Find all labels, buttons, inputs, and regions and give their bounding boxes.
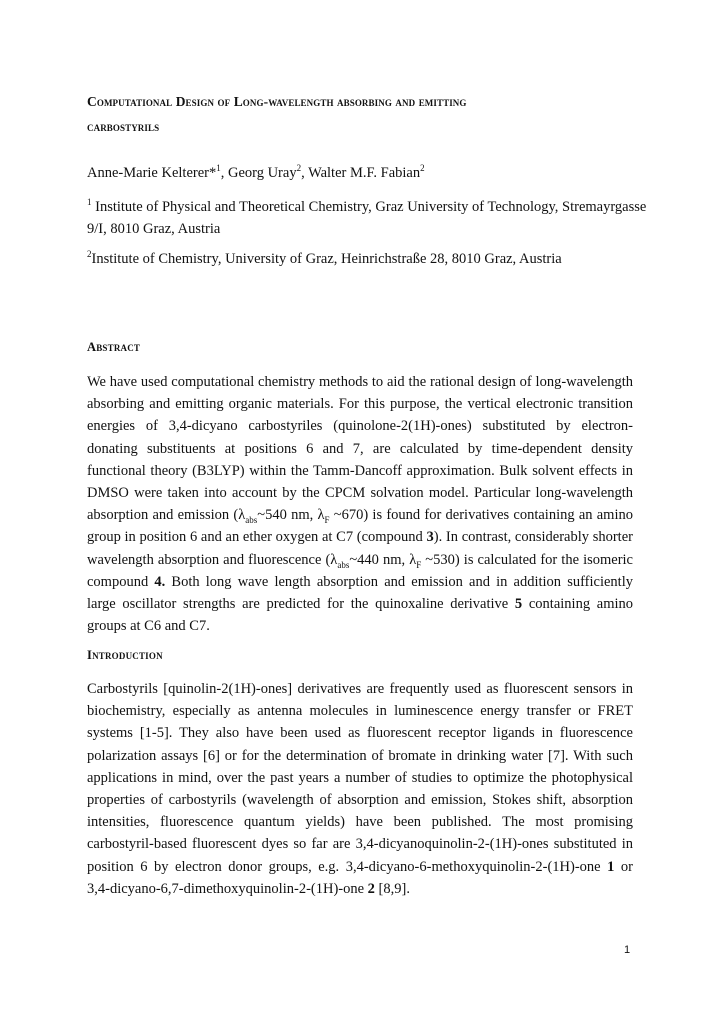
- title-line-1: Computational Design of Long-wavelength absorbing and emitting: [87, 94, 467, 109]
- abstract-text: We have used computational chemistry methods to aid the rational design of long-wavelength absorbing and emitting organic materials. For this purpose, the vertical electronic transition energies of 3,4-dicyano carbostyriles (quinolone-2(1H)-ones) substituted by electron-donating substituents at positions 6 and 7, are calculated by time-dependent density functional theory (B3LYP) within the Tamm-Dancoff approximation. Bulk solvent effects in DMSO were taken into account by the CPCM solvation model. Particular long-wavelength absorption and emission (: [87, 374, 633, 524]
- author-3: , Walter M.F. Fabian: [301, 165, 421, 181]
- author-3-affil: 2: [420, 163, 425, 174]
- lambda-symbol: λ: [409, 551, 417, 568]
- compound-number: 4.: [154, 573, 166, 590]
- author-2: , Georg Uray: [220, 165, 297, 181]
- subscript-abs: abs: [245, 515, 258, 526]
- affiliation-2-text: Institute of Chemistry, University of Graz, Heinrichstraße 28, 8010 Graz, Austria: [91, 251, 562, 267]
- compound-number: 1: [607, 858, 615, 875]
- lambda-symbol: λ: [317, 507, 325, 524]
- subscript-f: F: [324, 515, 330, 526]
- subscript-abs: abs: [337, 559, 350, 570]
- lambda-symbol: λ: [238, 507, 246, 524]
- author-1-affil: 1: [216, 163, 221, 174]
- compound-number: 3: [426, 529, 434, 546]
- compound-number: 5: [514, 596, 523, 613]
- introduction-heading: Introduction: [87, 648, 163, 662]
- abstract-heading: Abstract: [87, 340, 141, 354]
- affiliation-2: [87, 248, 647, 270]
- subscript-f: F: [416, 559, 422, 570]
- abstract-text: ). In contrast, considerably shorter wavelength absorption and fluorescence (: [87, 529, 633, 568]
- abstract-text: Both long wave length absorption and emission and in addition sufficiently large oscillator strengths are predicted for the quinoxaline derivative: [87, 573, 633, 613]
- introduction-text: [8,9].: [374, 880, 410, 897]
- introduction-paragraph: [87, 678, 633, 900]
- abstract-text: ~670) is found for derivatives containing an amino group in position 6 and an ether oxygen at C7 (compound: [87, 507, 633, 546]
- introduction-text: Carbostyrils [quinolin-2(1H)-ones] derivatives are frequently used as fluorescent sensors in biochemistry, especially as antenna molecules in luminescence energy transfer or FRET systems [1-5]. They also have been used as fluorescent receptor ligands in fluorescence polarization assays [6] or for the determination of bromate in drinking water [7]. With such applications in mind, over the past years a number of studies to optimize the photophysical properties of carbostyrils (wavelength of absorption and emission, Stokes shift, absorption intensities, fluorescence quantum yields) have been published. The most promising carbostyril-based fluorescent dyes so far are 3,4-dicyanoquinolin-2-(1H)-ones substituted in position 6 by electron donor groups, e.g. 3,4-dicyano-6-methoxyquinolin-2-(1H)-one: [87, 681, 633, 875]
- introduction-text: or 3,4-dicyano-6,7-dimethoxyquinolin-2-(1H)-one: [87, 858, 633, 897]
- affiliation-1-text: Institute of Physical and Theoretical Chemistry, Graz University of Technology, Stremayrgasse 9/I, 8010 Graz, Austria: [87, 199, 647, 237]
- lambda-symbol: λ: [330, 551, 338, 568]
- abstract-paragraph: [87, 371, 633, 637]
- author-list: [87, 162, 425, 184]
- abstract-text: ~540 nm,: [257, 507, 318, 524]
- author-2-affil: 2: [296, 163, 302, 174]
- abstract-text: ~440 nm,: [349, 551, 410, 568]
- author-1: Anne-Marie Kelterer*: [87, 165, 217, 181]
- paper-title: [87, 89, 647, 139]
- abstract-text: ~530) is calculated for the isomeric compound: [87, 551, 633, 590]
- abstract-text: containing amino groups at C6 and C7.: [87, 596, 633, 635]
- affiliation-1: [87, 196, 647, 240]
- title-line-2: carbostyrils: [87, 119, 160, 134]
- affiliation-1-marker: 1: [87, 197, 92, 208]
- compound-number: 2: [367, 880, 375, 897]
- affiliation-2-marker: 2: [87, 249, 92, 260]
- page-number: 1: [624, 944, 631, 956]
